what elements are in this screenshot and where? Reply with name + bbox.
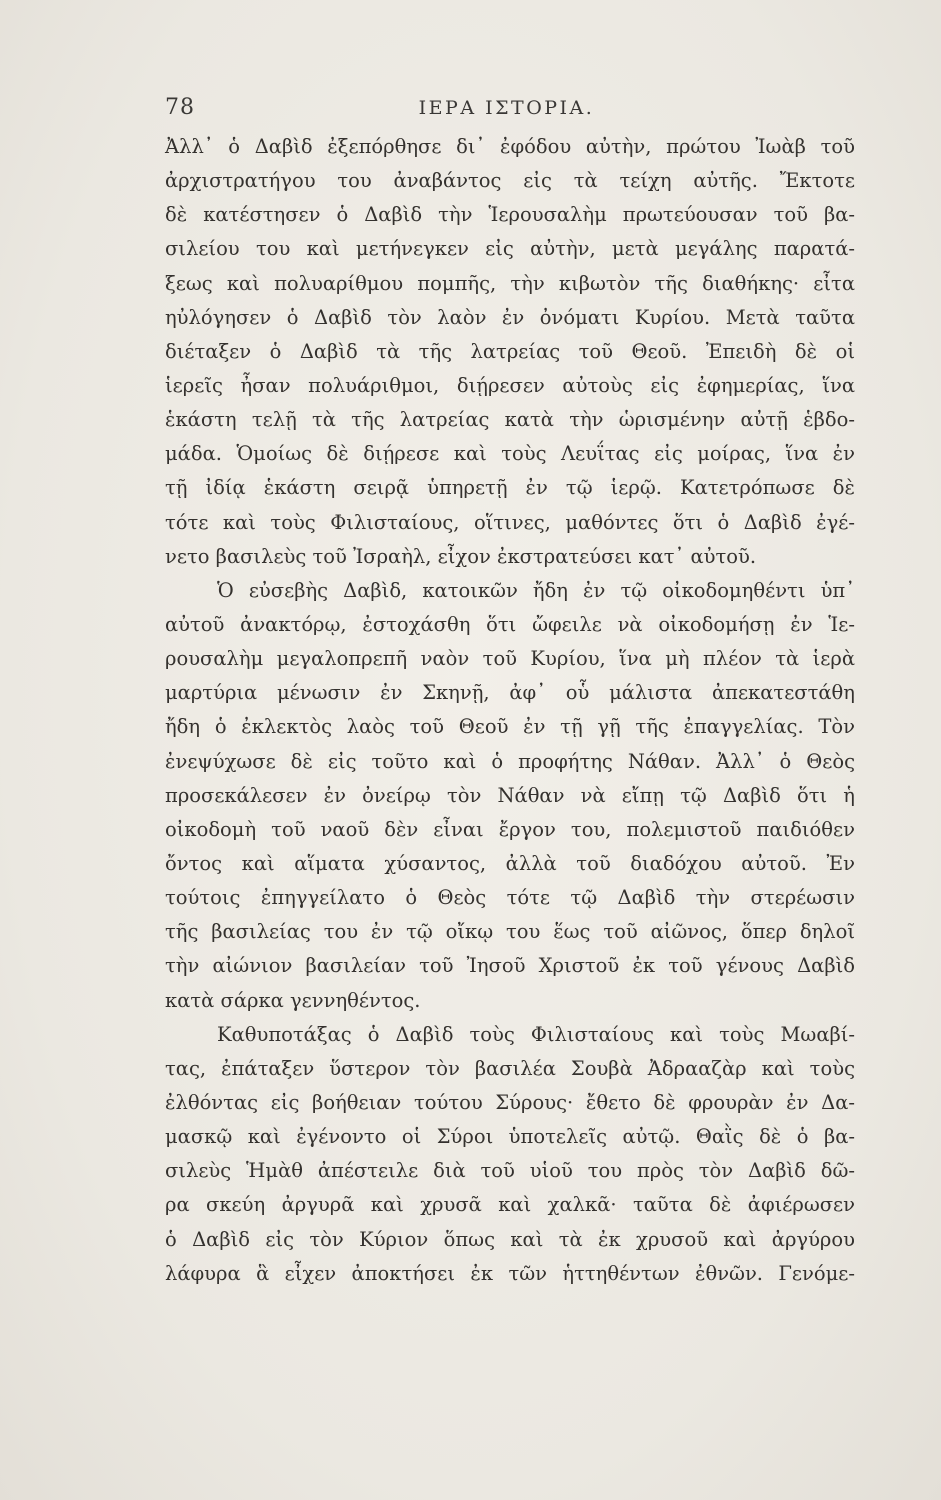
text-line: οἰκοδομὴ τοῦ ναοῦ δὲν εἶναι ἔργον του, πολεμιστοῦ παιδιόθεν <box>165 817 855 841</box>
text-line: Ὁ εὐσεβὴς Δαβὶδ, κατοικῶν ἤδη ἐν τῷ οἰκοδομηθέντι ὑπ᾽ <box>217 578 855 602</box>
text-line: ἱερεῖς ἦσαν πολυάριθμοι, διῄρεσεν αὐτοὺς εἰς ἐφημερίας, ἵνα <box>165 373 855 397</box>
text-line: ἤδη ὁ ἐκλεκτὸς λαὸς τοῦ Θεοῦ ἐν τῇ γῇ τῆς ἐπαγγελίας. Τὸν <box>165 715 855 739</box>
page-number: 78 <box>165 95 195 120</box>
text-line: διέταξεν ὁ Δαβὶδ τὰ τῆς λατρείας τοῦ Θεοῦ. Ἐπειδὴ δὲ οἱ <box>165 339 855 363</box>
text-line: μαρτύρια μένωσιν ἐν Σκηνῇ, ἀφ᾽ οὗ μάλιστα ἀπεκατεστάθη <box>165 681 855 705</box>
text-line: μάδα. Ὁμοίως δὲ διῄρεσε καὶ τοὺς Λευΐτας εἰς μοίρας, ἵνα ἐν <box>165 442 855 466</box>
text-line: ὁ Δαβὶδ εἰς τὸν Κύριον ὅπως καὶ τὰ ἐκ χρυσοῦ καὶ ἀργύρου <box>165 1227 855 1251</box>
text-line: λάφυρα ἃ εἶχεν ἀποκτήσει ἐκ τῶν ἡττηθέντων ἐθνῶν. Γενόμε- <box>165 1261 855 1285</box>
text-line: τῆς βασιλείας του ἐν τῷ οἴκῳ του ἕως τοῦ αἰῶνος, ὅπερ δηλοῖ <box>165 920 855 944</box>
page-header <box>165 95 848 135</box>
text-line: ὄντος καὶ αἵματα χύσαντος, ἀλλὰ τοῦ διαδόχου αὐτοῦ. Ἐν <box>165 851 855 875</box>
text-line: αὐτοῦ ἀνακτόρῳ, ἐστοχάσθη ὅτι ὤφειλε νὰ οἰκοδομήσῃ ἐν Ἱε- <box>165 612 855 636</box>
body-text <box>165 130 855 1291</box>
text-line: σιλεὺς Ἡμὰθ ἀπέστειλε διὰ τοῦ υἱοῦ του πρὸς τὸν Δαβὶδ δῶ- <box>165 1159 855 1183</box>
text-line: ξεως καὶ πολυαρίθμου πομπῆς, τὴν κιβωτὸν τῆς διαθήκης· εἶτα <box>165 271 855 295</box>
text-line: κατὰ σάρκα γεννηθέντος. <box>165 988 421 1012</box>
text-line: ἐλθόντας εἰς βοήθειαν τούτου Σύρους· ἔθετο δὲ φρουρὰν ἐν Δα- <box>165 1090 855 1114</box>
text-line: σιλείου του καὶ μετήνεγκεν εἰς αὐτὴν, μετὰ μεγάλης παρατά- <box>165 237 855 261</box>
text-line: τότε καὶ τοὺς Φιλισταίους, οἵτινες, μαθόντες ὅτι ὁ Δαβὶδ ἐγέ- <box>165 510 855 534</box>
text-line: προσεκάλεσεν ἐν ὀνείρῳ τὸν Νάθαν νὰ εἴπῃ τῷ Δαβὶδ ὅτι ἡ <box>165 783 855 807</box>
text-line: τούτοις ἐπηγγείλατο ὁ Θεὸς τότε τῷ Δαβὶδ τὴν στερέωσιν <box>165 886 855 910</box>
text-line: τας, ἐπάταξεν ὕστερον τὸν βασιλέα Σουβὰ Ἀδρααζὰρ καὶ τοὺς <box>165 1056 855 1080</box>
text-line: δὲ κατέστησεν ὁ Δαβὶδ τὴν Ἱερουσαλὴμ πρωτεύουσαν τοῦ βα- <box>165 203 855 227</box>
text-line: ἑκάστη τελῇ τὰ τῆς λατρείας κατὰ τὴν ὡρισμένην αὐτῇ ἑβδο- <box>165 408 855 432</box>
text-line: μασκῷ καὶ ἐγένοντο οἱ Σύροι ὑποτελεῖς αὐτῷ. Θαῒς δὲ ὁ βα- <box>165 1125 855 1149</box>
text-line: ηὐλόγησεν ὁ Δαβὶδ τὸν λαὸν ἐν ὀνόματι Κυρίου. Μετὰ ταῦτα <box>165 305 855 329</box>
text-line: τὴν αἰώνιον βασιλείαν τοῦ Ἰησοῦ Χριστοῦ ἐκ τοῦ γένους Δαβὶδ <box>165 954 855 978</box>
text-line: ρα σκεύη ἀργυρᾶ καὶ χρυσᾶ καὶ χαλκᾶ· ταῦτα δὲ ἀφιέρωσεν <box>165 1193 855 1217</box>
text-line: ἐνεψύχωσε δὲ εἰς τοῦτο καὶ ὁ προφήτης Νάθαν. Ἀλλ᾽ ὁ Θεὸς <box>165 749 855 773</box>
text-line: ἀρχιστρατήγου του ἀναβάντος εἰς τὰ τείχη αὐτῆς. Ἔκτοτε <box>165 169 855 193</box>
text-line: Καθυποτάξας ὁ Δαβὶδ τοὺς Φιλισταίους καὶ τοὺς Μωαβί- <box>217 1022 855 1046</box>
text-line: τῇ ἰδίᾳ ἑκάστη σειρᾷ ὑπηρετῇ ἐν τῷ ἱερῷ. Κατετρόπωσε δὲ <box>165 476 855 500</box>
text-line: ρουσαλὴμ μεγαλοπρεπῆ ναὸν τοῦ Κυρίου, ἵνα μὴ πλέον τὰ ἱερὰ <box>165 647 855 671</box>
text-line: νετο βασιλεὺς τοῦ Ἰσραὴλ, εἶχον ἐκστρατεύσει κατ᾽ αὐτοῦ. <box>165 544 757 568</box>
running-title: ΙΕΡΑ ΙΣΤΟΡΙΑ. <box>418 97 595 119</box>
text-line: Ἀλλ᾽ ὁ Δαβὶδ ἐξεπόρθησε δι᾽ ἐφόδου αὐτὴν, πρώτου Ἰωὰβ τοῦ <box>165 135 855 158</box>
